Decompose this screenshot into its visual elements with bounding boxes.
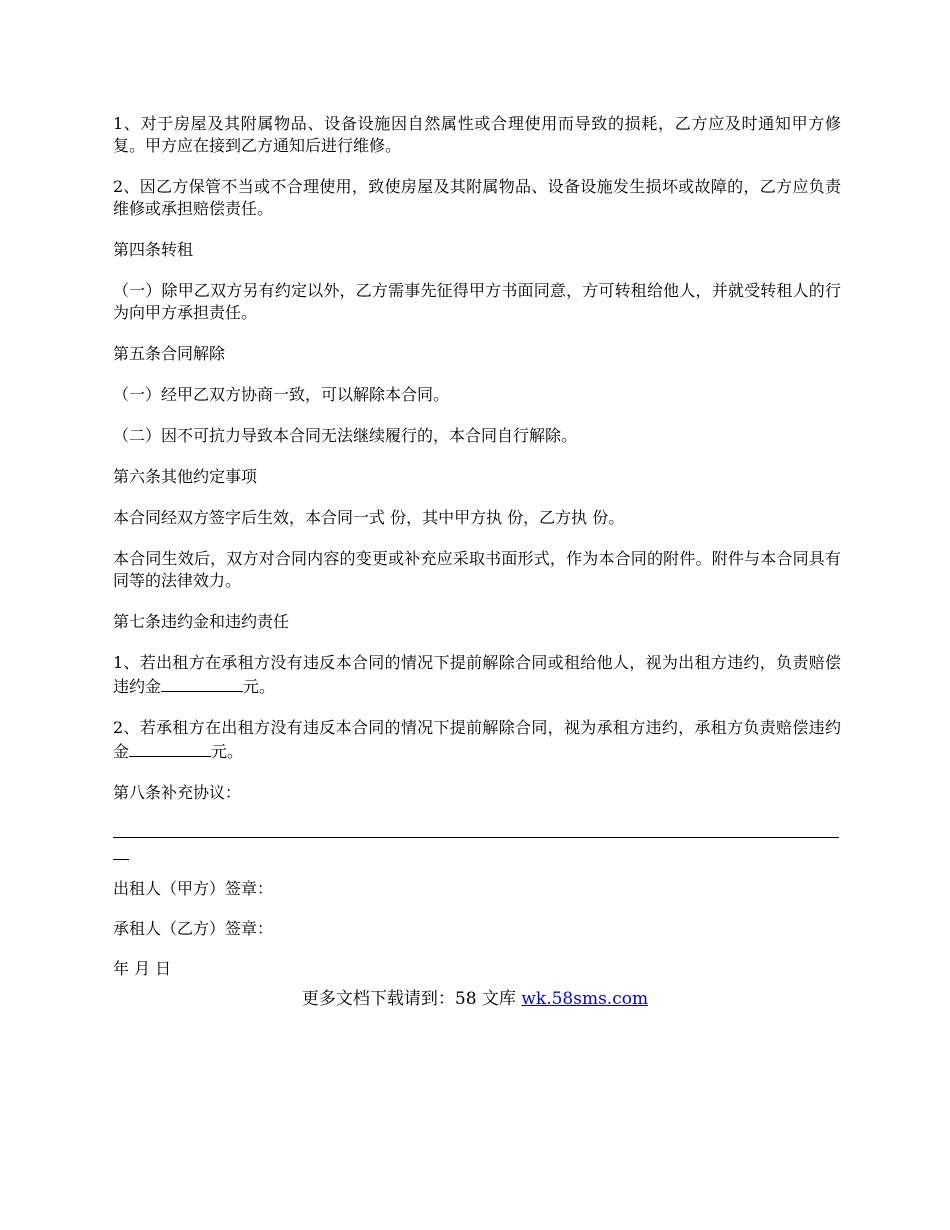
supplement-blank-tail-rule xyxy=(113,838,129,860)
footer-link[interactable]: wk.58sms.com xyxy=(521,989,649,1009)
clause7-item1-unit: 元。 xyxy=(243,677,276,696)
clause7-item2-unit: 元。 xyxy=(211,742,244,761)
clause3-item2: 2、因乙方保管不当或不合理使用，致使房屋及其附属物品、设备设施发生损坏或故障的，乙方应负责维修或承担赔偿责任。 xyxy=(113,177,841,218)
clause4-item1: （一）除甲乙双方另有约定以外，乙方需事先征得甲方书面同意，方可转租给他人，并就受转租人的行为向甲方承担责任。 xyxy=(113,281,841,322)
lessor-signature: 出租人（甲方）签章： xyxy=(113,879,274,898)
signature-date: 年 月 日 xyxy=(113,959,172,978)
clause6-item2: 本合同生效后，双方对合同内容的变更或补充应采取书面形式，作为本合同的附件。附件与本合同具有同等的法律效力。 xyxy=(113,549,841,590)
supplement-blank-line xyxy=(113,816,839,838)
document-body xyxy=(113,113,841,980)
penalty-amount-blank xyxy=(129,739,211,757)
clause5-title: 第五条合同解除 xyxy=(113,344,226,363)
penalty-amount-blank xyxy=(161,674,243,692)
clause7-item2-text: 2、若承租方在出租方没有违反本合同的情况下提前解除合同，视为承租方违约，承租方负责赔偿违约金 xyxy=(113,718,841,761)
clause6-item1: 本合同经双方签字后生效，本合同一式 份，其中甲方执 份，乙方执 份。 xyxy=(113,508,625,527)
footer xyxy=(0,988,950,1010)
clause3-item1: 1、对于房屋及其附属物品、设备设施因自然属性或合理使用而导致的损耗，乙方应及时通知甲方修复。甲方应在接到乙方通知后进行维修。 xyxy=(113,114,841,155)
clause7-title: 第七条违约金和违约责任 xyxy=(113,612,290,631)
lessee-signature: 承租人（乙方）签章： xyxy=(113,919,274,938)
clause5-item1: （一）经甲乙双方协商一致，可以解除本合同。 xyxy=(113,385,450,404)
clause7-item1 xyxy=(113,652,841,698)
clause8-title: 第八条补充协议： xyxy=(113,783,242,802)
clause6-title: 第六条其他约定事项 xyxy=(113,467,258,486)
clause4-title: 第四条转租 xyxy=(113,240,194,259)
footer-text: 更多文档下载请到：58 文库 xyxy=(301,989,522,1009)
clause7-item1-text: 1、若出租方在承租方没有违反本合同的情况下提前解除合同或租给他人，视为出租方违约，负责赔偿违约金 xyxy=(113,653,841,696)
clause5-item2: （二）因不可抗力导致本合同无法继续履行的，本合同自行解除。 xyxy=(113,426,578,445)
clause7-item2 xyxy=(113,717,841,763)
supplement-blank-tail xyxy=(113,838,841,860)
